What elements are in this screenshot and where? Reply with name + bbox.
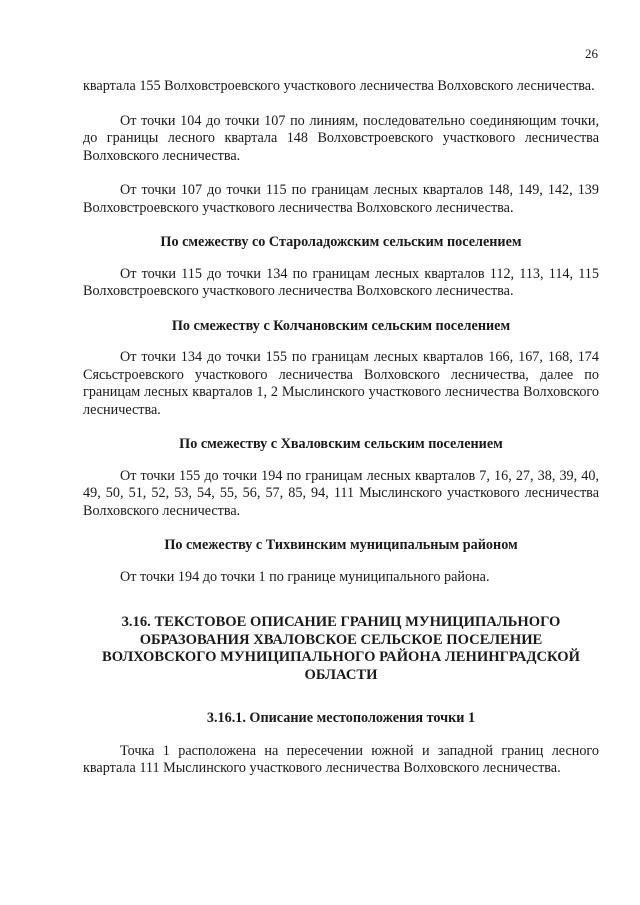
subsection-title: 3.16.1. Описание местоположения точки 1: [206, 710, 476, 726]
heading-staroladozhskoe: По смежеству со Староладожским сельским поселением: [160, 234, 522, 250]
paragraph: От точки 155 до точки 194 по границам лесных кварталов 7, 16, 27, 38, 39, 40, 49, 50, 51, 52, 53, 54, 55, 56, 57, 85, 94, 111 Мыслинского участкового лесничества Волховского лесничества.: [83, 467, 599, 519]
heading-khvalovskoe: По смежеству с Хваловским сельским поселением: [179, 436, 503, 452]
paragraph: Точка 1 расположена на пересечении южной и западной границ лесного квартала 111 Мыслинского участкового лесничества Волховского лесничества.: [83, 742, 599, 776]
heading-tikhvinsky: По смежеству с Тихвинским муниципальным районом: [164, 537, 518, 553]
paragraph: От точки 115 до точки 134 по границам лесных кварталов 112, 113, 114, 115 Волховстроевского участкового лесничества Волховского лесничества.: [83, 265, 599, 299]
paragraph: От точки 104 до точки 107 по линиям, последовательно соединяющим точки, до границы лесного квартала 148 Волховстроевского участкового лесничества Волховского лесничества.: [83, 112, 599, 164]
paragraph-continued: квартала 155 Волховстроевского участкового лесничества Волховского лесничества.: [83, 78, 595, 94]
heading-kolchanovskoe: По смежеству с Колчановским сельским поселением: [171, 317, 511, 334]
paragraph: От точки 194 до точки 1 по границе муниципального района.: [120, 568, 490, 585]
section-title: 3.16. ТЕКСТОВОЕ ОПИСАНИЕ ГРАНИЦ МУНИЦИПАЛЬНОГО ОБРАЗОВАНИЯ ХВАЛОВСКОЕ СЕЛЬСКОЕ ПОСЕЛЕНИЕ ВОЛХОВСКОГО МУНИЦИПАЛЬНОГО РАЙОНА ЛЕНИНГРАДСКОЙ ОБЛАСТИ: [102, 614, 580, 683]
paragraph: От точки 134 до точки 155 по границам лесных кварталов 166, 167, 168, 174 Сясьстроевского участкового лесничества Волховского лесничества, далее по границам лесных кварталов 1, 2 Мыслинского участкового лесничества Волховского лесничества.: [83, 349, 599, 418]
paragraph: От точки 107 до точки 115 по границам лесных кварталов 148, 149, 142, 139 Волховстроевского участкового лесничества Волховского лесничества.: [83, 182, 599, 216]
page-number: 26: [585, 46, 598, 61]
page-content: [83, 78, 599, 778]
